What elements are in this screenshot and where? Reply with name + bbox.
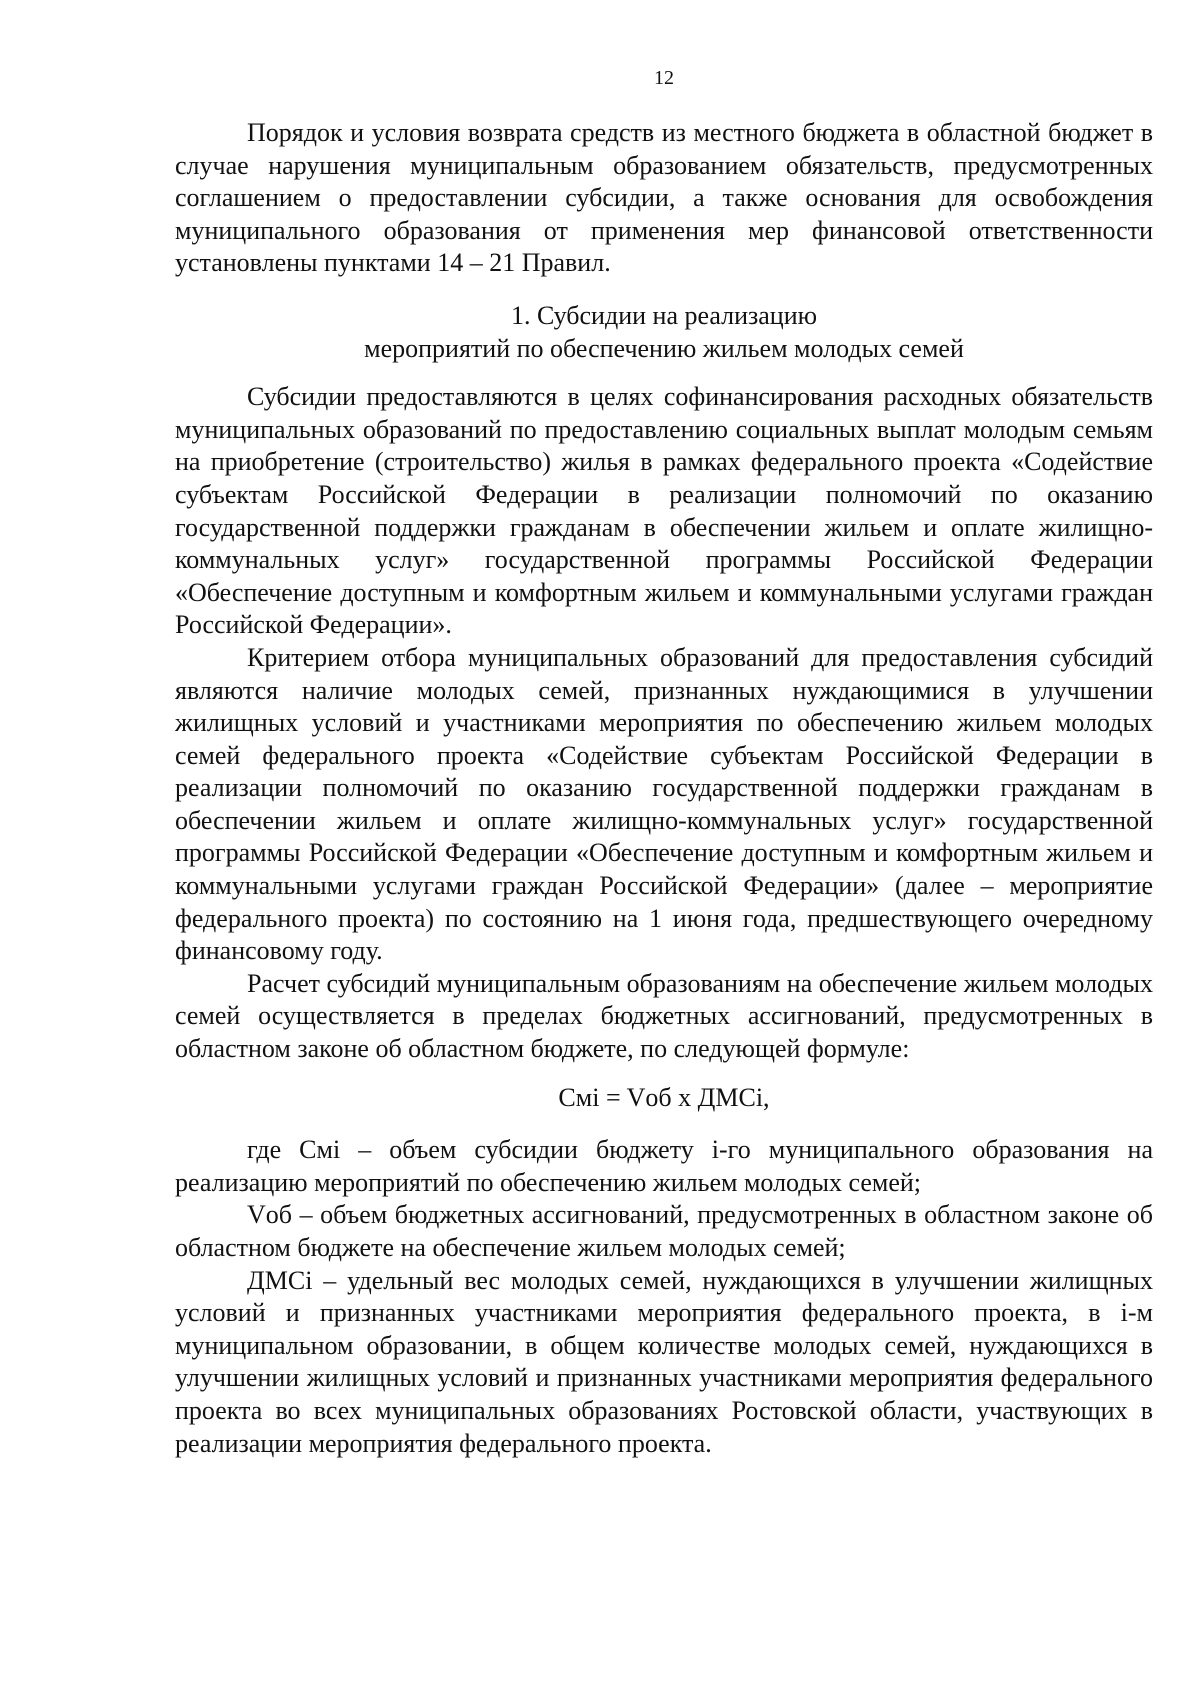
- paragraph-selection-criterion: Критерием отбора муниципальных образований для предоставления субсидий являются наличие молодых семей, признанных нуждающимися в улучшении жилищных условий и участниками мероприятия по обеспечению жильем молодых семей федерального проекта «Содействие субъектам Российской Федерации в реализации полномочий по оказанию государственной поддержки гражданам в обеспечении жильем и оплате жилищно-коммунальных услуг» государственной программы Российской Федерации «Обеспечение доступным и комфортным жильем и коммунальными услугами граждан Российской Федерации» (далее – мероприятие федерального проекта) по состоянию на 1 июня года, предшествующего очередному финансовому году.: [175, 642, 1153, 966]
- paragraph-def-smi: где Смi – объем субсидии бюджету i-го муниципального образования на реализацию мероприятий по обеспечению жильем молодых семей;: [175, 1135, 1153, 1197]
- formula: Смi = Vоб х ДМСi,: [558, 1082, 770, 1112]
- paragraph-refund-procedure: Порядок и условия возврата средств из местного бюджета в областной бюджет в случае нарушения муниципальным образованием обязательств, предусмотренных соглашением о предоставлении субсидии, а также основания для освобождения муниципального образования от применения мер финансовой ответственности установлены пунктами 14 – 21 Правил.: [175, 118, 1153, 278]
- paragraph-def-vob: Vоб – объем бюджетных ассигнований, предусмотренных в областном законе об областном бюджете на обеспечение жильем молодых семей;: [175, 1200, 1153, 1262]
- paragraph-subsidy-purpose: Субсидии предоставляются в целях софинансирования расходных обязательств муниципальных образований по предоставлению социальных выплат молодым семьям на приобретение (строительство) жилья в рамках федерального проекта «Содействие субъектам Российской Федерации в реализации полномочий по оказанию государственной поддержки гражданам в обеспечении жильем и оплате жилищно-коммунальных услуг» государственной программы Российской Федерации «Обеспечение доступным и комфортным жильем и коммунальными услугами граждан Российской Федерации».: [175, 382, 1153, 640]
- section-heading: [175, 300, 1153, 365]
- document-body: [175, 117, 1153, 1460]
- page-number: 12: [654, 67, 674, 89]
- section-heading-line-1: 1. Субсидии на реализацию: [510, 300, 818, 330]
- paragraph-calculation-intro: Расчет субсидий муниципальным образованиям на обеспечение жильем молодых семей осуществляется в пределах бюджетных ассигнований, предусмотренных в областном законе об областном бюджете, по следующей формуле:: [175, 968, 1153, 1064]
- paragraph-def-dmsi: ДМСi – удельный вес молодых семей, нуждающихся в улучшении жилищных условий и признанных участниками мероприятия федерального проекта, в i-м муниципальном образовании, в общем количестве молодых семей, нуждающихся в улучшении жилищных условий и признанных участниками мероприятия федерального проекта во всех муниципальных образованиях Ростовской области, участвующих в реализации мероприятия федерального проекта.: [175, 1265, 1153, 1458]
- section-heading-line-2: мероприятий по обеспечению жильем молодых семей: [364, 333, 964, 363]
